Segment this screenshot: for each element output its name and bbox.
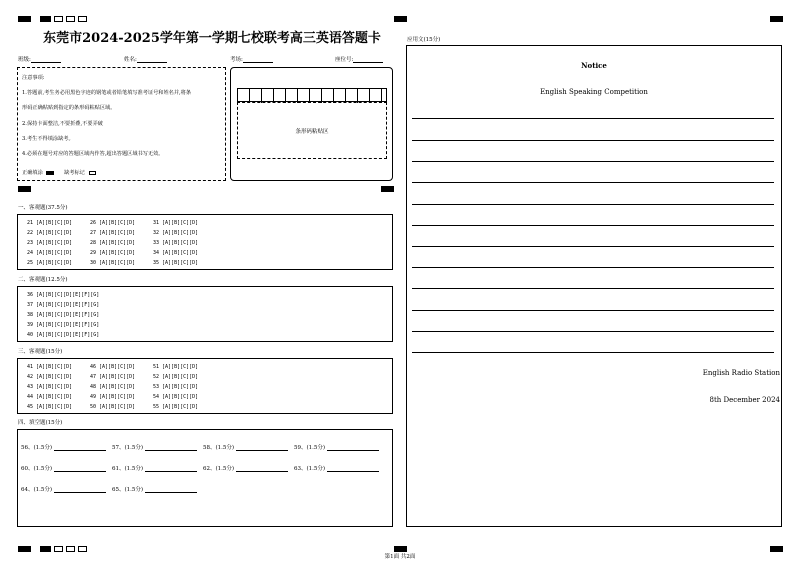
answer-choice-group[interactable]: 44 [A][B][C][D] — [27, 394, 73, 400]
answer-choice-group[interactable]: 35 [A][B][C][D] — [153, 260, 199, 266]
writing-line — [412, 246, 774, 247]
essay-signature: English Radio Station — [702, 369, 780, 377]
room-field[interactable] — [230, 55, 273, 63]
answer-choice-group[interactable]: 28 [A][B][C][D] — [90, 240, 136, 246]
fill-blank-item[interactable] — [21, 485, 106, 493]
alignment-mark — [770, 16, 783, 22]
note-item: 4.必须在题号对应的答题区域内作答,超出答题区域书写无效。 — [22, 151, 164, 157]
answer-choice-group[interactable]: 41 [A][B][C][D] — [27, 364, 73, 370]
essay-subheading: English Speaking Competition — [540, 88, 648, 96]
page-title: 东莞市2024-2025学年第一学期七校联考高三英语答题卡 — [43, 31, 381, 46]
notes-heading: 注意事项: — [22, 75, 45, 81]
section-3-box — [17, 358, 393, 414]
answer-choice-group[interactable]: 53 [A][B][C][D] — [153, 384, 199, 390]
answer-choice-group[interactable]: 25 [A][B][C][D] — [27, 260, 73, 266]
writing-line — [412, 204, 774, 205]
answer-choice-group[interactable]: 43 [A][B][C][D] — [27, 384, 73, 390]
answer-choice-group[interactable]: 49 [A][B][C][D] — [90, 394, 136, 400]
answer-choice-group[interactable]: 36 [A][B][C][D][E][F][G] — [27, 292, 100, 298]
writing-line — [412, 225, 774, 226]
fill-blank-label: 64、(1.5分) — [21, 487, 53, 493]
answer-choice-group[interactable]: 51 [A][B][C][D] — [153, 364, 199, 370]
writing-line — [412, 288, 774, 289]
answer-choice-group[interactable]: 37 [A][B][C][D][E][F][G] — [27, 302, 100, 308]
writing-line — [412, 267, 774, 268]
writing-line — [412, 118, 774, 119]
fill-blank-label: 59、(1.5分) — [294, 445, 326, 451]
answer-choice-group[interactable]: 34 [A][B][C][D] — [153, 250, 199, 256]
fill-blank-label: 56、(1.5分) — [21, 445, 53, 451]
section-3-title: 三、客观题(15分) — [18, 349, 63, 355]
fill-blank-label: 62、(1.5分) — [203, 466, 235, 472]
fill-blank-label: 63、(1.5分) — [294, 466, 326, 472]
writing-line — [412, 161, 774, 162]
fill-blank-label: 58、(1.5分) — [203, 445, 235, 451]
answer-choice-group[interactable]: 29 [A][B][C][D] — [90, 250, 136, 256]
fill-blank-label: 65、(1.5分) — [112, 487, 144, 493]
notes-box — [17, 67, 226, 181]
essay-section-title: 应用文(15分) — [407, 37, 441, 43]
absent-mark-label: 缺考标记 — [64, 170, 85, 176]
answer-choice-group[interactable]: 30 [A][B][C][D] — [90, 260, 136, 266]
alignment-mark — [394, 16, 407, 22]
alignment-mark — [18, 16, 31, 22]
essay-date: 8th December 2024 — [709, 396, 780, 404]
barcode-panel — [230, 67, 393, 181]
alignment-mark — [66, 546, 75, 552]
alignment-mark — [770, 546, 783, 552]
fill-blank-item[interactable] — [112, 464, 197, 472]
writing-line — [412, 310, 774, 311]
answer-choice-group[interactable]: 27 [A][B][C][D] — [90, 230, 136, 236]
absent-mark-checkbox[interactable] — [89, 171, 96, 175]
student-info-row — [18, 55, 393, 65]
note-item: 1.答题前,考生务必用黑色字迹的钢笔或者铅笔填写准考证号和姓名并,将条 — [22, 90, 192, 96]
writing-line — [412, 182, 774, 183]
alignment-mark — [40, 546, 51, 552]
answer-choice-group[interactable]: 40 [A][B][C][D][E][F][G] — [27, 332, 100, 338]
section-4-box — [17, 429, 393, 527]
section-1-box — [17, 214, 393, 270]
answer-choice-group[interactable]: 26 [A][B][C][D] — [90, 220, 136, 226]
fill-blank-item[interactable] — [112, 443, 197, 451]
class-label: 班级: — [18, 57, 31, 63]
barcode-sticker-area — [237, 102, 387, 159]
section-2-box — [17, 286, 393, 342]
writing-line — [412, 331, 774, 332]
answer-choice-group[interactable]: 23 [A][B][C][D] — [27, 240, 73, 246]
answer-choice-group[interactable]: 54 [A][B][C][D] — [153, 394, 199, 400]
answer-choice-group[interactable]: 45 [A][B][C][D] — [27, 404, 73, 410]
class-field[interactable] — [18, 55, 61, 63]
answer-choice-group[interactable]: 31 [A][B][C][D] — [153, 220, 199, 226]
filled-mark-icon — [46, 171, 54, 175]
essay-heading: Notice — [581, 61, 607, 70]
section-4-title: 四、填空题(15分) — [18, 420, 63, 426]
answer-choice-group[interactable]: 50 [A][B][C][D] — [90, 404, 136, 410]
answer-choice-group[interactable]: 55 [A][B][C][D] — [153, 404, 199, 410]
alignment-mark — [40, 16, 51, 22]
answer-choice-group[interactable]: 48 [A][B][C][D] — [90, 384, 136, 390]
fill-blank-item[interactable] — [21, 464, 106, 472]
note-item: 形码正确粘贴到指定的条形码粘贴区域。 — [22, 105, 116, 111]
answer-choice-group[interactable]: 52 [A][B][C][D] — [153, 374, 199, 380]
page-footer: 第1面 共2面 — [384, 554, 416, 560]
fill-blank-item[interactable] — [203, 443, 288, 451]
correct-fill-label: 正确填涂 — [22, 170, 43, 176]
name-label: 姓名: — [124, 57, 137, 63]
section-1-title: 一、客观题(37.5分) — [18, 205, 68, 211]
answer-choice-group[interactable]: 32 [A][B][C][D] — [153, 230, 199, 236]
fill-blank-item[interactable] — [21, 443, 106, 451]
room-label: 考场: — [230, 57, 243, 63]
seat-field[interactable] — [335, 55, 383, 63]
answer-choice-group[interactable]: 38 [A][B][C][D][E][F][G] — [27, 312, 100, 318]
alignment-mark — [54, 546, 63, 552]
fill-blank-label: 60、(1.5分) — [21, 466, 53, 472]
section-2-title: 二、客观题(12.5分) — [18, 277, 68, 283]
seat-label: 座位号: — [335, 57, 354, 63]
alignment-mark — [381, 186, 394, 192]
correct-fill-example — [22, 169, 96, 176]
answer-choice-group[interactable]: 47 [A][B][C][D] — [90, 374, 136, 380]
name-field[interactable] — [124, 55, 167, 63]
note-item: 3.考生不得填涂缺考。 — [22, 136, 74, 142]
alignment-mark — [66, 16, 75, 22]
answer-choice-group[interactable]: 46 [A][B][C][D] — [90, 364, 136, 370]
answer-choice-group[interactable]: 42 [A][B][C][D] — [27, 374, 73, 380]
alignment-mark — [78, 16, 87, 22]
fill-blank-label: 57、(1.5分) — [112, 445, 144, 451]
barcode-label: 条形码粘贴区 — [295, 129, 329, 135]
alignment-mark — [54, 16, 63, 22]
writing-line — [412, 352, 774, 353]
fill-blank-item[interactable] — [294, 464, 379, 472]
alignment-mark — [78, 546, 87, 552]
fill-blank-label: 61、(1.5分) — [112, 466, 144, 472]
answer-choice-group[interactable]: 21 [A][B][C][D] — [27, 220, 73, 226]
fill-blank-item[interactable] — [203, 464, 288, 472]
fill-blank-item[interactable] — [112, 485, 197, 493]
exam-number-grid[interactable] — [237, 88, 387, 102]
writing-line — [412, 140, 774, 141]
note-item: 2.保持卡面整洁,不要折叠,不要弄破 — [22, 121, 103, 127]
answer-choice-group[interactable]: 22 [A][B][C][D] — [27, 230, 73, 236]
alignment-mark — [18, 546, 31, 552]
answer-choice-group[interactable]: 24 [A][B][C][D] — [27, 250, 73, 256]
answer-choice-group[interactable]: 39 [A][B][C][D][E][F][G] — [27, 322, 100, 328]
answer-choice-group[interactable]: 33 [A][B][C][D] — [153, 240, 199, 246]
fill-blank-item[interactable] — [294, 443, 379, 451]
alignment-mark — [18, 186, 31, 192]
